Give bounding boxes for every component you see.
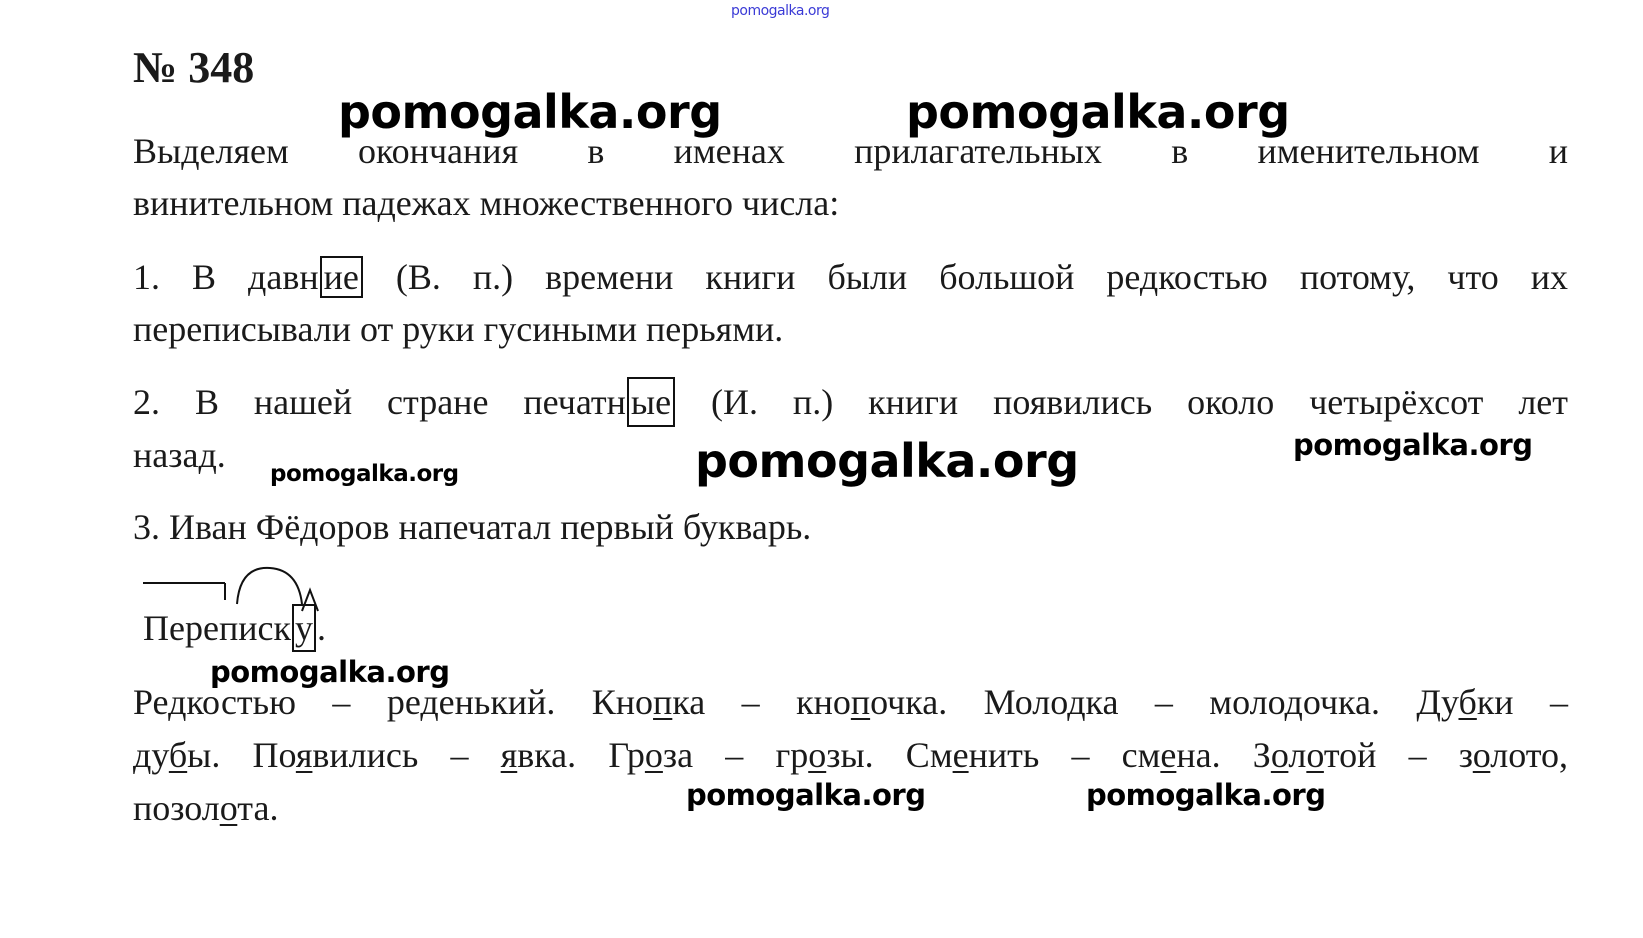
watermark: pomogalka.org [1086, 778, 1326, 812]
exercise-number: № 348 [133, 43, 255, 92]
underlined-letter: п [653, 682, 673, 722]
underlined-letter: е [1160, 735, 1177, 775]
pairs-text: ки – [1476, 682, 1568, 722]
item-2-ending-box: ые [627, 377, 675, 427]
pairs-text: л [1288, 735, 1307, 775]
watermark: pomogalka.org [338, 85, 722, 139]
item-1-text: 1. В давн [133, 257, 319, 297]
root-arc [237, 568, 302, 604]
watermark: pomogalka.org [695, 434, 1079, 488]
pairs-text: ду [133, 735, 169, 775]
pairs-text: Ре [133, 682, 169, 722]
pairs-text: за – гр [662, 735, 809, 775]
item-2-text: 2. В нашей стране печатн [133, 382, 626, 422]
intro-line-1: Выделяем окончания в именах прилагательных в именительном и [133, 131, 1568, 171]
pairs-text: зы. См [826, 735, 953, 775]
pairs-text: на. З [1176, 735, 1271, 775]
pairs-text: енький. Кно [438, 682, 654, 722]
underlined-letter: д [420, 682, 439, 722]
pairs-line-2 [133, 728, 1568, 782]
underlined-letter: б [1458, 682, 1477, 722]
pairs-text: костью – ре [186, 682, 421, 722]
word-parse [143, 604, 326, 652]
pairs-text: очка. Моло [870, 682, 1068, 722]
item-2-line-2: назад. [133, 435, 226, 475]
watermark: pomogalka.org [906, 85, 1290, 139]
underlined-letter: о [644, 735, 663, 775]
pairs-text: очка. Ду [1302, 682, 1459, 722]
underlined-letter: п [850, 682, 871, 722]
item-3: 3. Иван Фёдоров напечатал первый букварь. [133, 507, 812, 547]
underlined-letter: е [952, 735, 969, 775]
underlined-letter: о [1472, 735, 1491, 775]
intro-line-2: винительном падежах множественного числа: [133, 183, 840, 223]
underlined-letter: я [295, 735, 313, 775]
word-stem: Переписк [143, 608, 291, 648]
underlined-letter: о [808, 735, 827, 775]
watermark: pomogalka.org [1293, 428, 1533, 462]
pairs-text: вка. Гр [517, 735, 645, 775]
pairs-text: ка – моло [1085, 682, 1285, 722]
word-dot: . [316, 608, 326, 648]
underlined-letter: д [168, 682, 187, 722]
underlined-letter: о [1270, 735, 1289, 775]
item-1-text-cont: (В. п.) времени книги были большой редкостью потому, что их [363, 257, 1569, 297]
watermark: pomogalka.org [270, 461, 459, 487]
item-2-text-cont: (И. п.) книги появились около четырёхсот лет [676, 382, 1568, 422]
underlined-letter: д [1067, 682, 1086, 722]
underlined-letter: я [500, 735, 518, 775]
item-1-ending-box: ие [320, 256, 363, 298]
word-ending-box: у [292, 604, 316, 652]
pairs-text: той – з [1323, 735, 1473, 775]
underlined-letter: д [1284, 682, 1303, 722]
item-1-line-2: переписывали от руки гусиными перьями. [133, 309, 784, 349]
underlined-letter: о [219, 788, 238, 828]
pairs-text: нить – см [968, 735, 1161, 775]
pairs-text: ы. По [187, 735, 296, 775]
watermark: pomogalka.org [686, 778, 926, 812]
pairs-text: лото, [1490, 735, 1569, 775]
pairs-text: позол [133, 788, 220, 828]
underlined-letter: б [168, 735, 188, 775]
top-watermark: pomogalka.org [731, 3, 830, 19]
watermark: pomogalka.org [210, 655, 450, 689]
pairs-text: ка – кно [672, 682, 851, 722]
pairs-line-1 [133, 675, 1568, 729]
pairs-text: та. [237, 788, 279, 828]
underlined-letter: о [1306, 735, 1324, 775]
pairs-text: вились – [312, 735, 501, 775]
